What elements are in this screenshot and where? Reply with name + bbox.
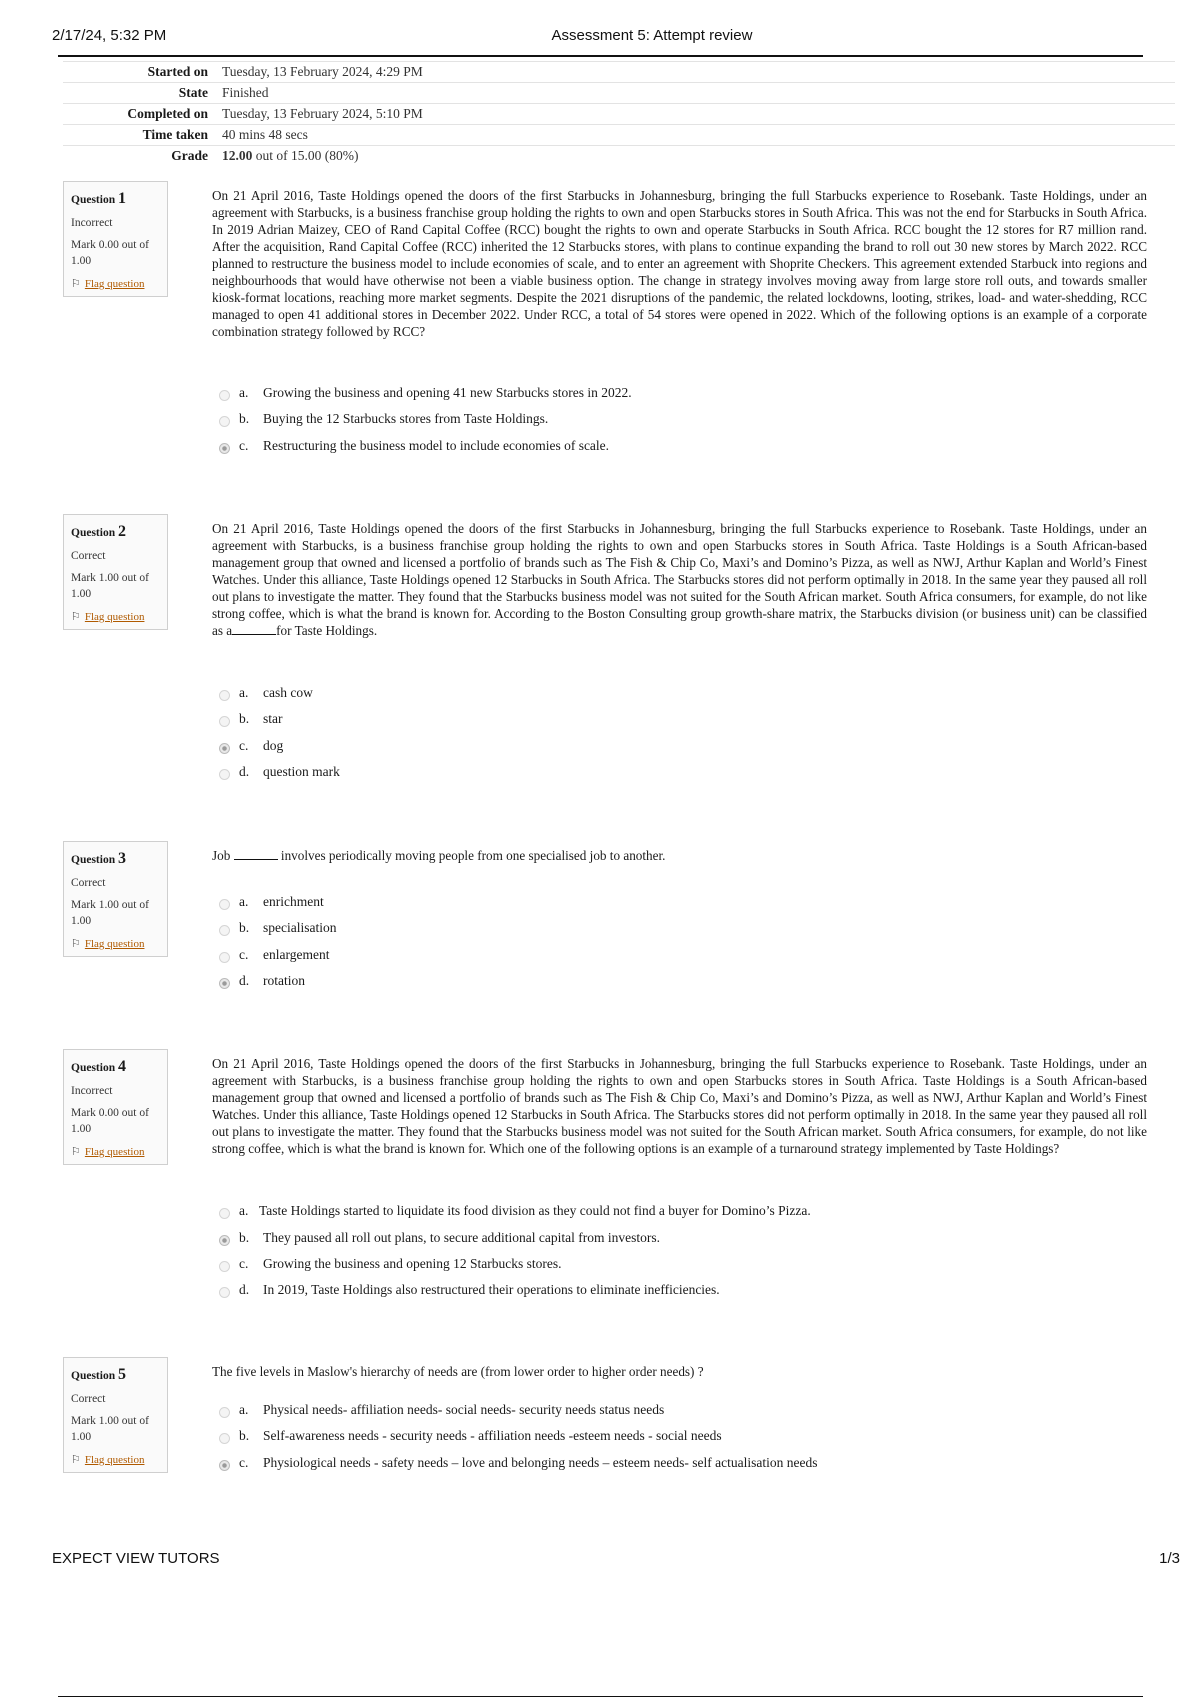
question-mark: Mark 0.00 out of 1.00 bbox=[71, 239, 149, 267]
summary-row-completed bbox=[63, 104, 1175, 125]
question-number: Question 1 bbox=[71, 190, 126, 207]
radio-button[interactable] bbox=[219, 1261, 230, 1272]
question-mark: Mark 1.00 out of 1.00 bbox=[71, 1415, 149, 1443]
radio-button-selected[interactable] bbox=[219, 743, 230, 754]
answer-option[interactable]: c. Restructuring the business model to include economies of scale. bbox=[219, 438, 1119, 458]
question-info bbox=[63, 181, 168, 297]
answer-option[interactable]: b. Buying the 12 Starbucks stores from Taste Holdings. bbox=[219, 411, 1119, 431]
radio-button-selected[interactable] bbox=[219, 443, 230, 454]
summary-row-state bbox=[63, 83, 1175, 104]
answer-option[interactable]: a. enrichment bbox=[219, 894, 1119, 914]
flag-question-link[interactable]: ⚐ Flag question bbox=[71, 938, 145, 950]
question-number: Question 3 bbox=[71, 850, 126, 867]
radio-button[interactable] bbox=[219, 1208, 230, 1219]
answer-option[interactable]: c. Physiological needs - safety needs – love and belonging needs – esteem needs- self actualisation needs bbox=[219, 1455, 1119, 1475]
question-text: On 21 April 2016, Taste Holdings opened the doors of the first Starbucks in Johannesburg, bringing the full Starbucks experience to Rosebank. Taste Holdings, under an agreement with Starbucks, is a business franchise group holding the rights to own and open Starbucks stores in South Africa. This was not the end for Starbucks in South Africa. In 2019 Adrian Maizey, CEO of Rand Capital Coffee (RCC) bought the rights to own and operate Starbucks in South Africa. RCC bought the 12 stores for R7 million rand. After the acquisition, Rand Capital Coffee (RCC) inherited the 12 Starbucks stores, with plans to continue expanding the brand to roll out 30 new stores by March 2022. RCC planned to restructure the business model to include economies of scale, and to enter an agreement with Shoprite Checkers. This agreement extended Starbuck into regions and neighbourhoods that would have otherwise not been a viable business option. The change in strategy involves moving away from large store roll outs, and towards smaller kiosk-format locations, reaching more market segments. Despite the 2021 disruptions of the pandemic, the related lockdowns, looting, strikes, load- and water-shedding, RCC managed to open 41 additional stores in December 2022. Under RCC, a total of 54 stores were opened in 2022. Which of the following options is an example of a corporate combination strategy followed by RCC? bbox=[212, 188, 1147, 339]
question-text: The five levels in Maslow's hierarchy of needs are (from lower order to higher order needs) ? bbox=[212, 1364, 704, 1379]
summary-value: Tuesday, 13 February 2024, 5:10 PM bbox=[216, 104, 1175, 125]
summary-label: Started on bbox=[63, 62, 216, 83]
question-state: Correct bbox=[71, 1393, 106, 1405]
answer-option[interactable]: b. Self-awareness needs - security needs - affiliation needs -esteem needs - social needs bbox=[219, 1428, 1119, 1448]
radio-button[interactable] bbox=[219, 925, 230, 936]
question-mark: Mark 0.00 out of 1.00 bbox=[71, 1107, 149, 1135]
radio-button[interactable] bbox=[219, 416, 230, 427]
header-divider bbox=[58, 55, 1143, 57]
answer-option[interactable]: c. Growing the business and opening 12 Starbucks stores. bbox=[219, 1256, 1119, 1276]
answer-option[interactable]: d. rotation bbox=[219, 973, 1119, 993]
summary-value: Tuesday, 13 February 2024, 4:29 PM bbox=[216, 62, 1175, 83]
question-state: Correct bbox=[71, 550, 106, 562]
flag-icon: ⚐ bbox=[71, 938, 81, 950]
radio-button[interactable] bbox=[219, 716, 230, 727]
radio-button[interactable] bbox=[219, 952, 230, 963]
answer-option[interactable]: a. Physical needs- affiliation needs- social needs- security needs status needs bbox=[219, 1402, 1119, 1422]
flag-icon: ⚐ bbox=[71, 1146, 81, 1158]
grade-total: out of 15.00 (80%) bbox=[255, 148, 359, 163]
summary-row-time-taken bbox=[63, 125, 1175, 146]
answer-blank bbox=[234, 848, 278, 860]
flag-icon: ⚐ bbox=[71, 611, 81, 623]
radio-button[interactable] bbox=[219, 899, 230, 910]
summary-row-grade bbox=[63, 146, 1175, 167]
footer-watermark-text: EXPECT VIEW TUTORS bbox=[52, 1550, 220, 1567]
answer-option[interactable]: a. Taste Holdings started to liquidate its food division as they could not find a buyer for Domino’s Pizza. bbox=[219, 1203, 1119, 1223]
flag-icon: ⚐ bbox=[71, 278, 81, 290]
question-text: On 21 April 2016, Taste Holdings opened the doors of the first Starbucks in Johannesburg, bringing the full Starbucks experience to Rosebank. Taste Holdings, under an agreement with Starbucks, is a business franchise group holding the rights to own and open Starbucks stores in South Africa. Taste Holdings is a South African-based management group that owned and licensed a portfolio of brands such as The Fish & Chip Co, Maxi’s and Domino’s Pizza, as well as NWJ, Arthur Kaplan and World’s Finest Watches. Under this alliance, Taste Holdings opened 12 Starbucks in South Africa. The Starbucks stores did not perform optimally in 2018. In the same year they paused all roll out plans to investigate the matter. They found that the Starbucks business model was not suited for the South African market. South Africa consumers, for example, do not like strong coffee, which is what the brand is known for. According to the Boston Consulting group growth-share matrix, the Starbucks division (or business unit) can be classified as a for Taste Holdings. bbox=[212, 521, 1147, 638]
question-mark: Mark 1.00 out of 1.00 bbox=[71, 899, 149, 927]
summary-label: Time taken bbox=[63, 125, 216, 146]
question-number: Question 5 bbox=[71, 1366, 126, 1383]
flag-question-link[interactable]: ⚐ Flag question bbox=[71, 1454, 145, 1466]
summary-value: Finished bbox=[216, 83, 1175, 104]
page-number: 1/3 bbox=[1159, 1550, 1180, 1567]
radio-button-selected[interactable] bbox=[219, 978, 230, 989]
radio-button[interactable] bbox=[219, 690, 230, 701]
attempt-summary-table bbox=[63, 61, 1175, 166]
question-number: Question 2 bbox=[71, 523, 126, 540]
page-title: Assessment 5: Attempt review bbox=[551, 27, 753, 44]
question-info bbox=[63, 841, 168, 957]
question-info bbox=[63, 1357, 168, 1473]
summary-value bbox=[216, 146, 1175, 167]
summary-label: State bbox=[63, 83, 216, 104]
summary-row-started bbox=[63, 62, 1175, 83]
print-header bbox=[52, 27, 1142, 51]
answer-option[interactable]: c. dog bbox=[219, 738, 1119, 758]
print-datetime: 2/17/24, 5:32 PM bbox=[52, 27, 167, 44]
flag-question-link[interactable]: ⚐ Flag question bbox=[71, 611, 145, 623]
radio-button-selected[interactable] bbox=[219, 1460, 230, 1471]
question-text: On 21 April 2016, Taste Holdings opened the doors of the first Starbucks in Johannesburg, bringing the full Starbucks experience to Rosebank. Taste Holdings, under an agreement with Starbucks, is a business franchise group holding the rights to own and open Starbucks stores in South Africa. Taste Holdings is a South African-based management group that owned and licensed a portfolio of brands such as The Fish & Chip Co, Maxi’s and Domino’s Pizza, as well as NWJ, Arthur Kaplan and World’s Finest Watches. Under this alliance, Taste Holdings opened 12 Starbucks in South Africa. The Starbucks stores did not perform optimally in 2018. In the same year they paused all roll out plans to investigate the matter. They found that the Starbucks business model was not suited for the South African market. South Africa consumers, for example, do not like strong coffee, which is what the brand is known for. Which one of the following options is an example of a turnaround strategy implemented by Taste Holdings? bbox=[212, 1056, 1147, 1156]
flag-question-link[interactable]: ⚐ Flag question bbox=[71, 1146, 145, 1158]
radio-button[interactable] bbox=[219, 1407, 230, 1418]
answer-option[interactable]: c. enlargement bbox=[219, 947, 1119, 967]
answer-option[interactable]: a. cash cow bbox=[219, 685, 1119, 705]
flag-question-link[interactable]: ⚐ Flag question bbox=[71, 278, 145, 290]
answer-option[interactable]: b. star bbox=[219, 711, 1119, 731]
question-info bbox=[63, 1049, 168, 1165]
radio-button[interactable] bbox=[219, 769, 230, 780]
answer-option[interactable]: a. Growing the business and opening 41 new Starbucks stores in 2022. bbox=[219, 385, 1119, 405]
summary-label: Grade bbox=[63, 146, 216, 167]
question-text: Job involves periodically moving people from one specialised job to another. bbox=[212, 848, 666, 863]
question-state: Incorrect bbox=[71, 217, 113, 229]
answer-option[interactable]: b. specialisation bbox=[219, 920, 1119, 940]
answer-option[interactable]: d. question mark bbox=[219, 764, 1119, 784]
radio-button-selected[interactable] bbox=[219, 1235, 230, 1246]
answer-blank bbox=[232, 623, 276, 635]
bottom-divider bbox=[58, 1696, 1143, 1697]
question-mark: Mark 1.00 out of 1.00 bbox=[71, 572, 149, 600]
summary-value: 40 mins 48 secs bbox=[216, 125, 1175, 146]
question-state: Incorrect bbox=[71, 1085, 113, 1097]
grade-score: 12.00 bbox=[222, 148, 253, 163]
question-state: Correct bbox=[71, 877, 106, 889]
answer-option[interactable]: b. They paused all roll out plans, to secure additional capital from investors. bbox=[219, 1230, 1119, 1250]
question-info bbox=[63, 514, 168, 630]
radio-button[interactable] bbox=[219, 390, 230, 401]
radio-button[interactable] bbox=[219, 1433, 230, 1444]
question-number: Question 4 bbox=[71, 1058, 126, 1075]
flag-icon: ⚐ bbox=[71, 1454, 81, 1466]
answer-option[interactable]: d. In 2019, Taste Holdings also restructured their operations to eliminate inefficiencies. bbox=[219, 1282, 1119, 1302]
summary-label: Completed on bbox=[63, 104, 216, 125]
radio-button[interactable] bbox=[219, 1287, 230, 1298]
